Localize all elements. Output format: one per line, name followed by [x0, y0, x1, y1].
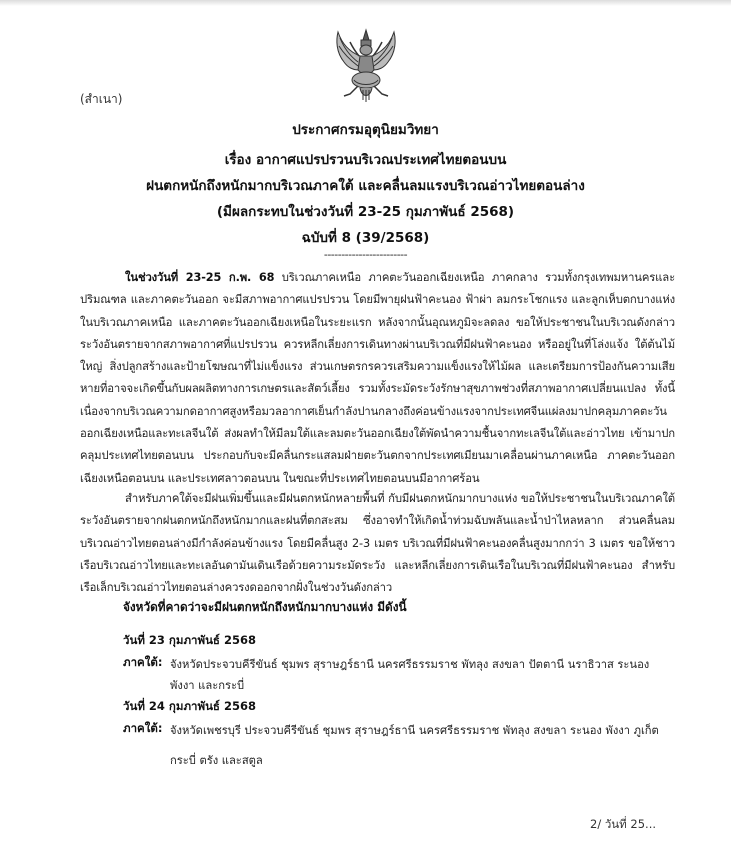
subject-line-2: ฝนตกหนักถึงหนักมากบริเวณภาคใต้ และคลื่นลมแรงบริเวณอ่าวไทยตอนล่าง	[146, 178, 585, 194]
region-label: ภาคใต้:	[123, 655, 163, 669]
provinces-section-title: จังหวัดที่คาดว่าจะมีฝนตกหนักถึงหนักมากบางแห่ง มีดังนี้	[123, 600, 407, 614]
region-label: ภาคใต้:	[123, 721, 163, 735]
subject-line-1: เรื่อง อากาศแปรปรวนบริเวณประเทศไทยตอนบน	[224, 152, 507, 168]
continuation-note: 2/ วันที่ 25...	[590, 817, 657, 831]
region-provinces: จังหวัดประจวบคีรีขันธ์ ชุมพร สุราษฎร์ธานี นครศรีธรรมราช พัทลุง สงขลา ปัตตานี นราธิวาส ระนอง พังงา และกระบี่	[170, 658, 650, 692]
day-forecast-block	[123, 632, 683, 696]
paragraph-1	[80, 267, 675, 490]
announcement-title: ประกาศกรมอุตุนิยมวิทยา	[292, 122, 439, 138]
region-row	[123, 720, 683, 776]
paragraph-1-lead: ในช่วงวันที่ 23-25 ก.พ. 68	[125, 271, 275, 284]
divider-line: ------------------------	[323, 248, 408, 261]
issue-number: ฉบับที่ 8 (39/2568)	[301, 230, 430, 246]
region-provinces: จังหวัดเพชรบุรี ประจวบคีรีขันธ์ ชุมพร สุราษฎร์ธานี นครศรีธรรมราช พัทลุง สงขลา ระนอง พังงา ภูเก็ต กระบี่ ตรัง และสตูล	[170, 724, 659, 767]
region-row	[123, 654, 683, 696]
effect-period: (มีผลกระทบในช่วงวันที่ 23-25 กุมภาพันธ์ 2568)	[216, 204, 515, 220]
day-date: วันที่ 23 กุมภาพันธ์ 2568	[123, 633, 256, 647]
day-date: วันที่ 24 กุมภาพันธ์ 2568	[123, 699, 256, 713]
garuda-emblem-icon	[330, 26, 402, 104]
copy-label: (สำเนา)	[80, 92, 123, 106]
day-forecast-block	[123, 698, 683, 776]
paragraph-2: สำหรับภาคใต้จะมีฝนเพิ่มขึ้นและมีฝนตกหนักหลายพื้นที่ กับมีฝนตกหนักมากบางแห่ง ขอให้ประชาชนในบริเวณภาคใต้ระวังอันตรายจากฝนตกหนักถึงหนักมากและฝนที่ตกสะสม ซึ่งอาจทำให้เกิดน้ำท่วมฉับพลันและน้ำป่าไหลหลาก ส่วนคลื่นลมบริเวณอ่าวไทยตอนล่างมีกำลังค่อนข้างแรง โดยมีคลื่นสูง 2-3 เมตร บริเวณที่มีฝนฟ้าคะนองคลื่นสูงมากกว่า 3 เมตร ขอให้ชาวเรือบริเวณอ่าวไทยและทะเลอันดามันเดินเรือด้วยความระมัดระวัง และหลีกเลี่ยงการเดินเรือในบริเวณที่มีฝนฟ้าคะนอง สำหรับเรือเล็กบริเวณอ่าวไทยตอนล่างควรงดออกจากฝั่งในช่วงวันดังกล่าว	[80, 492, 675, 595]
paragraph-1-body: บริเวณภาคเหนือ ภาคตะวันออกเฉียงเหนือ ภาคกลาง รวมทั้งกรุงเทพมหานครและปริมณฑล และภาคตะวันออก จะมีสภาพอากาศแปรปรวน โดยมีพายุฝนฟ้าคะนอง ฟ้าผ่า ลมกระโชกแรง และลูกเห็บตกบางแห่งในบริเวณภาคเหนือ และภาคตะวันออกเฉียงเหนือในระยะแรก หลังจากนั้นอุณหภูมิจะลดลง ขอให้ประชาชนในบริเวณดังกล่าวระวังอันตรายจากสภาพอากาศที่แปรปรวน ควรหลีกเลี่ยงการเดินทางผ่านบริเวณที่มีฝนฟ้าคะนอง หรืออยู่ในที่โล่งแจ้ง ใต้ต้นไม้ใหญ่ สิ่งปลูกสร้างและป้ายโฆษณาที่ไม่แข็งแรง ส่วนเกษตรกรควรเสริมความแข็งแรงให้ไม้ผล และเตรียมการป้องกันความเสียหายที่อาจจะเกิดขึ้นกับผลผลิตทางการเกษตรและสัตว์เลี้ยง รวมทั้งระมัดระวังรักษาสุขภาพช่วงที่สภาพอากาศเปลี่ยนแปลง ทั้งนี้เนื่องจากบริเวณความกดอากาศสูงหรือมวลอากาศเย็นกำลังปานกลางถึงค่อนข้างแรงจากประเทศจีนแผ่ลงมาปกคลุมภาคตะวันออกเฉียงเหนือและทะเลจีนใต้ ส่งผลทำให้มีลมใต้และลมตะวันออกเฉียงใต้พัดนำความชื้นจากทะเลจีนใต้และอ่าวไทย เข้ามาปกคลุมประเทศไทยตอนบน ประกอบกับจะมีคลื่นกระแสลมฝ่ายตะวันตกจากประเทศเมียนมาเคลื่อนผ่านภาคเหนือ ภาคตะวันออกเฉียงเหนือตอนบน และประเทศลาวตอนบน ในขณะที่ประเทศไทยตอนบนมีอากาศร้อน	[80, 271, 675, 485]
